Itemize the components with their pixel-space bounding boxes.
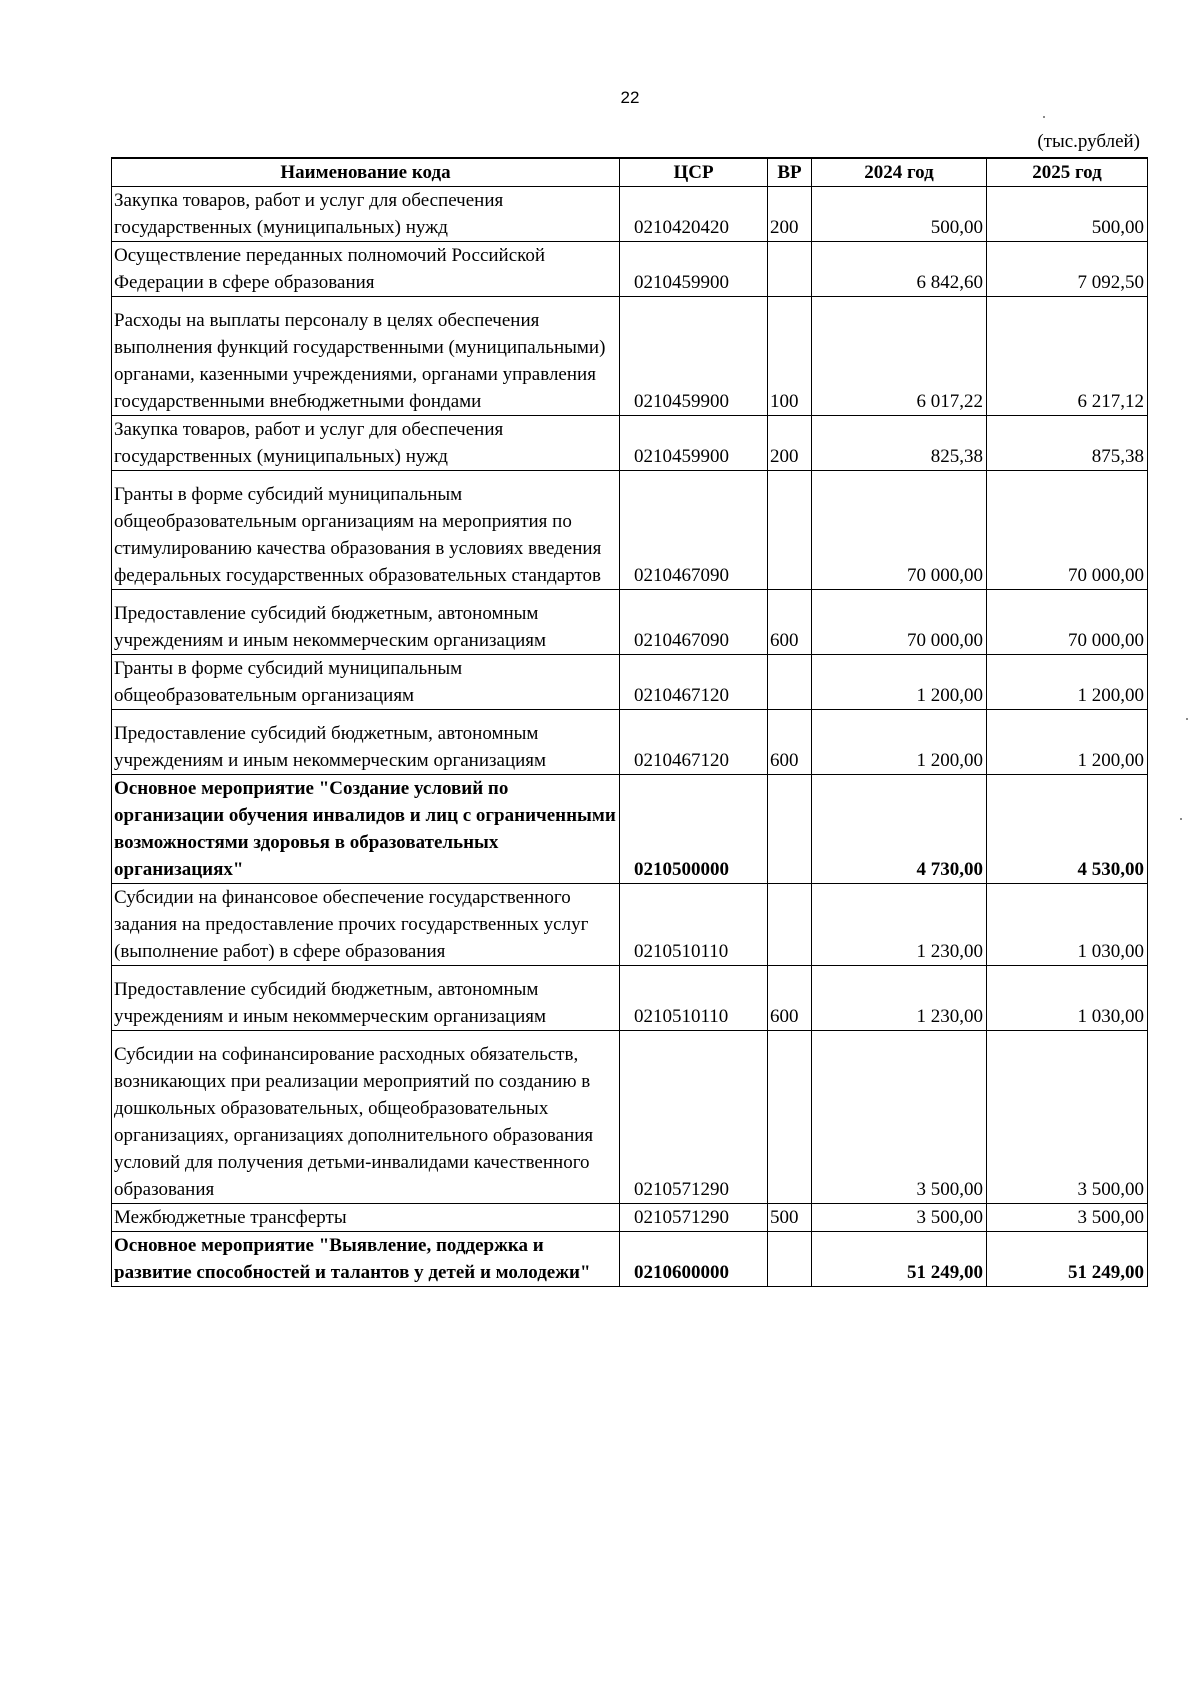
table-row xyxy=(112,655,1148,710)
row-csr: 0210459900 xyxy=(620,297,768,416)
row-csr: 0210459900 xyxy=(620,242,768,297)
row-csr: 0210571290 xyxy=(620,1204,768,1232)
row-2024: 51 249,00 xyxy=(812,1232,987,1287)
row-name: Закупка товаров, работ и услуг для обеспечения государственных (муниципальных) нужд xyxy=(112,416,620,471)
units-label: (тыс.рублей) xyxy=(1037,131,1140,152)
table-row xyxy=(112,710,1148,775)
row-2025: 6 217,12 xyxy=(987,297,1148,416)
row-vr xyxy=(768,775,812,884)
row-2025: 7 092,50 xyxy=(987,242,1148,297)
row-2025: 500,00 xyxy=(987,187,1148,242)
table-row-section xyxy=(112,775,1148,884)
scan-speck xyxy=(1180,818,1182,820)
table-row xyxy=(112,471,1148,590)
row-vr: 200 xyxy=(768,416,812,471)
budget-table xyxy=(111,157,1148,1287)
row-vr xyxy=(768,884,812,966)
row-vr: 100 xyxy=(768,297,812,416)
table-row-section xyxy=(112,1232,1148,1287)
header-2025: 2025 год xyxy=(987,158,1148,187)
row-csr: 0210510110 xyxy=(620,966,768,1031)
table-row xyxy=(112,416,1148,471)
row-2025: 875,38 xyxy=(987,416,1148,471)
row-2024: 825,38 xyxy=(812,416,987,471)
row-name: Предоставление субсидий бюджетным, автономным учреждениям и иным некоммерческим организациям xyxy=(112,710,620,775)
row-2024: 70 000,00 xyxy=(812,471,987,590)
table-row xyxy=(112,187,1148,242)
row-name: Осуществление переданных полномочий Российской Федерации в сфере образования xyxy=(112,242,620,297)
row-2024: 500,00 xyxy=(812,187,987,242)
row-csr: 0210467090 xyxy=(620,590,768,655)
row-2025: 3 500,00 xyxy=(987,1204,1148,1232)
row-2025: 1 200,00 xyxy=(987,710,1148,775)
row-csr: 0210510110 xyxy=(620,884,768,966)
row-2024: 1 230,00 xyxy=(812,966,987,1031)
row-2024: 70 000,00 xyxy=(812,590,987,655)
row-vr: 500 xyxy=(768,1204,812,1232)
table-row xyxy=(112,966,1148,1031)
row-name: Гранты в форме субсидий муниципальным общеобразовательным организациям xyxy=(112,655,620,710)
row-2024: 1 200,00 xyxy=(812,655,987,710)
row-2025: 4 530,00 xyxy=(987,775,1148,884)
scan-speck xyxy=(1043,116,1045,118)
row-vr xyxy=(768,242,812,297)
row-name: Субсидии на финансовое обеспечение государственного задания на предоставление прочих государственных услуг (выполнение работ) в сфере образования xyxy=(112,884,620,966)
row-vr: 200 xyxy=(768,187,812,242)
row-name: Расходы на выплаты персоналу в целях обеспечения выполнения функций государственными (муниципальными) органами, казенными учреждениями, органами управления государственными внебюджетными фондами xyxy=(112,297,620,416)
row-2025: 1 200,00 xyxy=(987,655,1148,710)
row-csr: 0210420420 xyxy=(620,187,768,242)
row-csr: 0210500000 xyxy=(620,775,768,884)
row-vr xyxy=(768,1232,812,1287)
header-vr: ВР xyxy=(768,158,812,187)
row-name: Предоставление субсидий бюджетным, автономным учреждениям и иным некоммерческим организациям xyxy=(112,590,620,655)
row-name: Предоставление субсидий бюджетным, автономным учреждениям и иным некоммерческим организациям xyxy=(112,966,620,1031)
row-name: Закупка товаров, работ и услуг для обеспечения государственных (муниципальных) нужд xyxy=(112,187,620,242)
row-2025: 1 030,00 xyxy=(987,966,1148,1031)
table-header-row xyxy=(112,158,1148,187)
row-name: Основное мероприятие "Выявление, поддержка и развитие способностей и талантов у детей и молодежи" xyxy=(112,1232,620,1287)
row-csr: 0210467120 xyxy=(620,655,768,710)
row-vr: 600 xyxy=(768,710,812,775)
row-vr: 600 xyxy=(768,590,812,655)
row-name: Гранты в форме субсидий муниципальным общеобразовательным организациям на мероприятия по стимулированию качества образования в условиях введения федеральных государственных образовательных стандартов xyxy=(112,471,620,590)
header-csr: ЦСР xyxy=(620,158,768,187)
row-2025: 70 000,00 xyxy=(987,590,1148,655)
scan-speck xyxy=(1186,718,1188,720)
row-vr xyxy=(768,471,812,590)
row-2024: 1 200,00 xyxy=(812,710,987,775)
table-row xyxy=(112,242,1148,297)
row-2024: 6 842,60 xyxy=(812,242,987,297)
row-2024: 3 500,00 xyxy=(812,1204,987,1232)
row-csr: 0210600000 xyxy=(620,1232,768,1287)
row-2024: 3 500,00 xyxy=(812,1031,987,1204)
page-number: 22 xyxy=(620,88,640,107)
row-2024: 1 230,00 xyxy=(812,884,987,966)
table-row xyxy=(112,884,1148,966)
row-csr: 0210467120 xyxy=(620,710,768,775)
row-name: Субсидии на софинансирование расходных обязательств, возникающих при реализации мероприятий по созданию в дошкольных образовательных, общеобразовательных организациях, организациях дополнительного образования условий для получения детьми-инвалидами качественного образования xyxy=(112,1031,620,1204)
row-csr: 0210467090 xyxy=(620,471,768,590)
row-vr xyxy=(768,655,812,710)
row-2024: 4 730,00 xyxy=(812,775,987,884)
row-2025: 51 249,00 xyxy=(987,1232,1148,1287)
row-vr: 600 xyxy=(768,966,812,1031)
table-row xyxy=(112,590,1148,655)
table-row xyxy=(112,1204,1148,1232)
header-name: Наименование кода xyxy=(112,158,620,187)
row-2024: 6 017,22 xyxy=(812,297,987,416)
row-2025: 70 000,00 xyxy=(987,471,1148,590)
row-csr: 0210459900 xyxy=(620,416,768,471)
row-name: Межбюджетные трансферты xyxy=(112,1204,620,1232)
table-row xyxy=(112,297,1148,416)
row-2025: 1 030,00 xyxy=(987,884,1148,966)
row-vr xyxy=(768,1031,812,1204)
table-row xyxy=(112,1031,1148,1204)
row-name: Основное мероприятие "Создание условий по организации обучения инвалидов и лиц с ограниченными возможностями здоровья в образовательных организациях" xyxy=(112,775,620,884)
row-2025: 3 500,00 xyxy=(987,1031,1148,1204)
header-2024: 2024 год xyxy=(812,158,987,187)
row-csr: 0210571290 xyxy=(620,1031,768,1204)
